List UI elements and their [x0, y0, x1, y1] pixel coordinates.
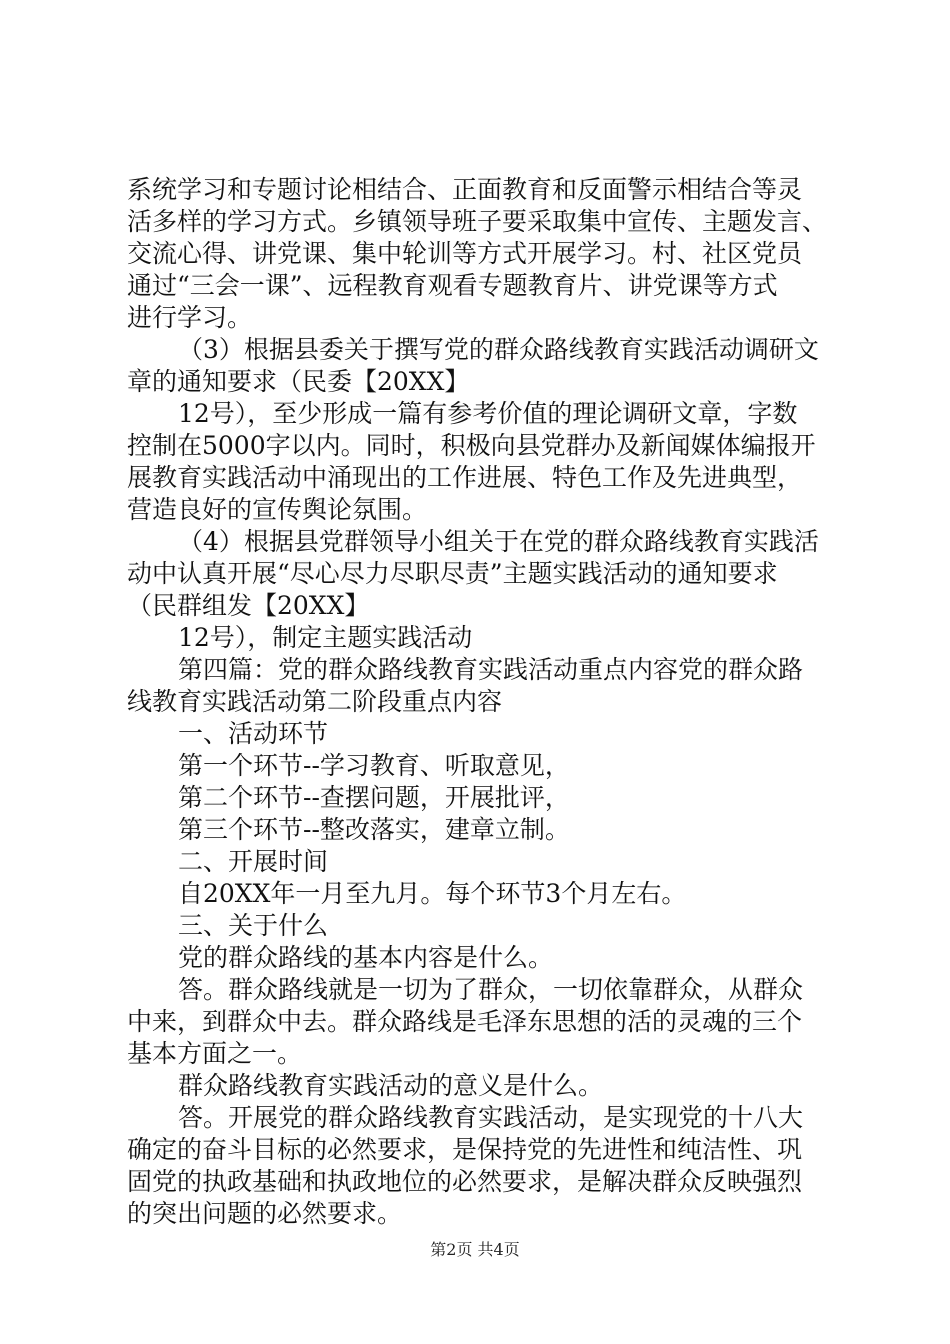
text-line: 进行学习。	[127, 303, 253, 332]
text-line: 动中认真开展“尽心尽力尽职尽责”主题实践活动的通知要求	[127, 559, 778, 588]
list-item: 第一个环节--学习教育、听取意见，	[178, 751, 570, 780]
answer-line: 答。群众路线就是一切为了群众，一切依靠群众，从群众	[178, 975, 804, 1004]
subheading: 二、开展时间	[178, 847, 329, 876]
text-line: 营造良好的宣传舆论氛围。	[127, 495, 428, 524]
text-line: （4）根据县党群领导小组关于在党的群众路线教育实践活	[178, 527, 819, 556]
answer-line: 答。开展党的群众路线教育实践活动，是实现党的十八大	[178, 1103, 804, 1132]
text-line: 通过“三会一课”、远程教育观看专题教育片、讲党课等方式	[127, 271, 778, 300]
text-line: 活多样的学习方式。乡镇领导班子要采取集中宣传、主题发言、	[127, 207, 828, 236]
text-line: （3）根据县委关于撰写党的群众路线教育实践活动调研文	[178, 335, 819, 364]
section-heading: 第四篇：党的群众路线教育实践活动重点内容党的群众路	[178, 655, 804, 684]
answer-line: 中来，到群众中去。群众路线是毛泽东思想的活的灵魂的三个	[127, 1007, 803, 1036]
answer-line: 固党的执政基础和执政地位的必然要求，是解决群众反映强烈	[127, 1167, 803, 1196]
section-heading: 线教育实践活动第二阶段重点内容	[127, 687, 503, 716]
text-line: 12号），至少形成一篇有参考价值的理论调研文章，字数	[178, 399, 798, 428]
subheading: 三、关于什么	[178, 911, 329, 940]
text-line: 自20XX年一月至九月。每个环节3个月左右。	[178, 879, 687, 908]
list-item: 第三个环节--整改落实，建章立制。	[178, 815, 570, 844]
text-line: 章的通知要求（民委【20XX】	[127, 367, 470, 396]
text-line: （民群组发【20XX】	[127, 591, 370, 620]
text-line: 系统学习和专题讨论相结合、正面教育和反面警示相结合等灵	[127, 175, 803, 204]
answer-line: 确定的奋斗目标的必然要求，是保持党的先进性和纯洁性、巩	[127, 1135, 803, 1164]
page-footer	[0, 1240, 950, 1260]
text-line: 交流心得、讲党课、集中轮训等方式开展学习。村、社区党员	[127, 239, 803, 268]
page-number-label: 第2页 共4页	[430, 1240, 520, 1259]
subheading: 一、活动环节	[178, 719, 329, 748]
text-line: 12号），制定主题实践活动	[178, 623, 473, 652]
list-item: 第二个环节--查摆问题，开展批评，	[178, 783, 570, 812]
answer-line: 基本方面之一。	[127, 1039, 303, 1068]
text-line: 展教育实践活动中涌现出的工作进展、特色工作及先进典型，	[127, 463, 803, 492]
text-line: 控制在5000字以内。同时，积极向县党群办及新闻媒体编报开	[127, 431, 816, 460]
question-line: 党的群众路线的基本内容是什么。	[178, 943, 554, 972]
question-line: 群众路线教育实践活动的意义是什么。	[178, 1071, 604, 1100]
answer-line: 的突出问题的必然要求。	[127, 1199, 403, 1228]
